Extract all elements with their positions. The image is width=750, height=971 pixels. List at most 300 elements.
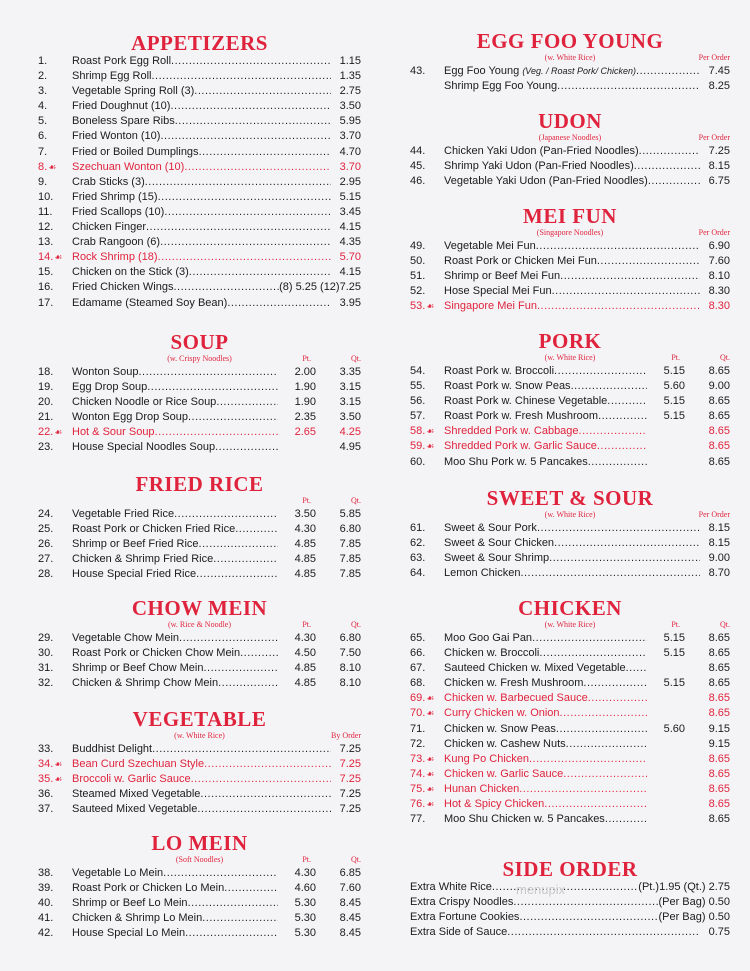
quart-header: Qt. [720,620,730,629]
menu-item [38,896,361,911]
item-name [72,787,200,802]
leader-dots [196,567,278,582]
item-name-text: Curry Chicken w. Onion [444,707,560,720]
section-subheader [410,227,730,239]
item-name [72,395,216,410]
pint-price: 5.15 [663,632,685,644]
pint-price: 1.90 [294,381,316,394]
leader-dots [639,144,700,159]
item-number-text: 9. [38,175,48,188]
item-price: 7.25 [339,803,361,816]
menu-item [410,706,730,721]
item-number [38,280,72,295]
item-number [410,812,444,827]
menu-item [38,507,361,522]
item-number [410,646,444,661]
item-number-text: 35. [38,773,54,786]
item-name-text: Chicken Finger [72,221,146,234]
menu-item [38,99,361,114]
item-name-text: Buddhist Delight [72,743,153,755]
item-name [444,299,537,314]
menu-item [38,881,361,896]
pint-header: Pt. [671,620,680,629]
item-name-text: Wonton Egg Drop Soup [72,411,188,424]
pint-price: 5.15 [663,647,685,660]
quart-price: 8.65 [708,440,730,453]
pint-price: 4.85 [294,662,316,675]
item-price: 8.25 [708,80,730,93]
item-number [38,410,72,425]
menu-item [38,205,361,220]
item-number-text: 13. [38,236,54,249]
leader-dots [556,722,647,737]
item-name [444,521,537,536]
leader-dots [227,296,331,311]
section-subheader [38,730,361,742]
item-number [38,235,72,250]
item-name [444,284,552,299]
item-name [72,114,175,129]
item-number-text: 20. [38,396,54,409]
item-name-text: Chicken on the Stick (3) [72,266,189,279]
section-subheader [38,854,361,866]
menu-item [38,440,361,455]
quart-price: 8.65 [708,662,730,675]
item-name [444,752,529,767]
menu-item [410,409,730,424]
pint-price: 5.30 [294,927,316,940]
item-name-text: Shrimp or Beef Chow Mein [72,662,204,675]
item-variant-note: (Veg. / Roast Pork/ Chicken) [522,66,637,76]
item-name [444,254,597,269]
leader-dots [519,782,647,797]
item-name [410,910,519,925]
item-price: 7.25 [339,743,361,755]
item-name-text: Roast Pork w. Chinese Vegetable [444,395,608,408]
hot-pepper-icon: ☙ [426,753,435,764]
section-note: (w. Rice & Noodle) [167,620,232,629]
item-number [410,767,444,782]
item-name-text: Sauteed Mixed Vegetable [72,803,198,816]
item-name [72,365,138,380]
item-name-text: Chicken w. Garlic Sauce [444,767,564,780]
section-note: (Soft Noodles) [175,855,224,864]
item-number-text: 52. [410,285,426,298]
section-note: (w. Crispy Noodles) [167,354,232,363]
menu-item [410,299,730,314]
item-name-text: Boneless Spare Ribs [72,115,175,128]
item-price: 8.15 [708,537,730,550]
item-number-text: 72. [410,737,426,750]
item-number-text: 34. [38,758,54,771]
menu-item [38,911,361,926]
hot-pepper-icon: ☙ [54,759,63,770]
item-number [38,757,72,772]
item-name [72,537,199,552]
item-number [410,379,444,394]
leader-dots [194,84,331,99]
item-number [38,567,72,582]
section-note: (w. White Rice) [544,510,596,519]
item-name [72,757,204,772]
leader-dots [607,394,647,409]
item-number-text: 70. [410,707,426,720]
leader-dots [189,265,331,280]
item-name [72,380,147,395]
item-number [410,566,444,581]
item-number-text: 55. [410,380,426,393]
menu-item [410,269,730,284]
item-number-text: 43. [410,65,426,77]
item-number-text: 46. [410,175,426,188]
item-number [38,926,72,941]
menu-item [410,521,730,536]
leader-dots [185,926,278,941]
item-number-text: 41. [38,912,54,925]
leader-dots [560,269,700,284]
quart-price: 4.95 [339,441,361,454]
pint-price: 4.85 [294,677,316,690]
item-number [38,522,72,537]
section-title: VEGETABLE [132,707,267,731]
item-name-text: Szechuan Wonton (10) [72,160,185,173]
item-name [72,84,194,99]
leader-dots [158,250,331,265]
item-name-text: Fried Doughnut (10) [72,100,171,113]
menu-item [38,190,361,205]
leader-dots [203,661,278,676]
leader-dots [529,752,647,767]
menu-item [38,537,361,552]
item-number [38,742,72,757]
section-title: APPETIZERS [131,31,268,55]
item-number [38,772,72,787]
item-number-text: 25. [38,523,54,536]
menu-item [38,160,361,175]
pint-price: 4.50 [294,647,316,660]
item-number [38,866,72,881]
item-number [38,205,72,220]
item-number [410,737,444,752]
pint-price: 5.15 [663,410,685,423]
item-number [38,250,72,265]
item-name [444,394,607,409]
leader-dots [204,757,331,772]
pint-price: 5.30 [294,897,316,910]
item-name-text: Crab Rangoon (6) [72,236,161,249]
item-name [444,239,536,254]
pint-price: 5.60 [663,380,685,393]
menu-item [410,812,730,827]
menu-item [38,69,361,84]
section-title: SOUP [170,330,229,354]
leader-dots [145,175,331,190]
leader-dots [202,911,278,926]
menu-item [410,925,730,940]
item-name [444,455,588,470]
item-name-text: Chicken w. Broccoli [444,647,540,660]
item-name [72,926,185,941]
quart-price: 8.65 [708,813,730,826]
leader-dots [173,280,279,295]
section-sweet-sour [410,487,730,581]
item-number [38,99,72,114]
quart-price: 3.50 [339,411,361,424]
item-list [38,866,361,941]
item-name-text: Moo Goo Gai Pan [444,632,533,644]
section-title: MEI FUN [523,204,617,228]
item-name-text: Sauteed Chicken w. Mixed Vegetable [444,662,626,675]
menu-item [410,144,730,159]
hot-pepper-icon: ☙ [426,708,435,719]
menu-item [38,84,361,99]
item-price: 7.25 [339,758,361,771]
section-subheader [410,132,730,144]
item-number-text: 22. [38,426,54,439]
item-number [38,380,72,395]
pint-price: 4.30 [294,523,316,536]
section-subheader [410,52,730,64]
quart-header: Qt. [351,496,361,505]
menu-item [38,235,361,250]
item-number-text: 3. [38,85,48,98]
item-list [410,631,730,827]
pint-header: Pt. [302,496,311,505]
section-vegetable [38,708,361,817]
item-name-text: Kung Po Chicken [444,752,529,765]
item-name [444,174,648,189]
item-name-text: Roast Pork Egg Roll [72,55,172,67]
item-name [444,144,639,159]
item-number [38,911,72,926]
item-number-text: 37. [38,803,54,816]
leader-dots [170,99,331,114]
item-name [72,631,179,646]
item-number [410,455,444,470]
menu-item [410,394,730,409]
item-name-text: Steamed Mixed Vegetable [72,788,201,801]
item-number-text: 51. [410,270,426,283]
leader-dots [163,866,278,881]
item-number [410,631,444,646]
item-number [38,661,72,676]
item-list [38,54,361,311]
quart-price: 8.65 [708,767,730,780]
quart-price: 7.60 [339,882,361,895]
leader-dots [216,395,278,410]
section-appetizers [38,32,361,311]
item-name [444,424,579,439]
item-name-text: Shrimp Egg Roll [72,70,152,83]
item-number [410,159,444,174]
leader-dots [155,425,278,440]
item-price: 8.15 [708,160,730,173]
menu-item [410,551,730,566]
menu-item [38,522,361,537]
item-number-text: 2. [38,70,48,83]
item-number-text: 27. [38,553,54,566]
leader-dots [544,797,647,812]
item-price: 5.70 [339,251,361,264]
section-note: (w. White Rice) [544,53,596,62]
menu-item [410,439,730,454]
order-header: Per Order [698,53,730,62]
item-name [72,507,174,522]
item-name-text: Vegetable Mei Fun [444,240,536,252]
item-name-text: Hose Special Mei Fun [444,285,552,298]
pint-price: 2.65 [294,426,316,439]
item-name [444,812,605,827]
item-number-text: 7. [38,145,48,158]
item-name-text: Extra White Rice [410,881,492,893]
menu-item [410,676,730,691]
menu-item [38,395,361,410]
item-price: 8.70 [708,567,730,580]
pint-header: Pt. [302,620,311,629]
leader-dots [520,566,700,581]
section-title: PORK [538,329,602,353]
item-number-text: 36. [38,788,54,801]
menu-item [38,380,361,395]
item-number [410,64,444,79]
item-name-text: Egg Drop Soup [72,381,148,394]
item-number [410,254,444,269]
section-title: CHICKEN [518,596,622,620]
item-name [72,280,173,295]
item-name [444,722,556,737]
hot-pepper-icon: ☙ [426,301,435,312]
menu-item [38,296,361,311]
item-number [38,896,72,911]
item-number [410,722,444,737]
pint-price: 4.30 [294,632,316,644]
item-number-text: 11. [38,205,53,218]
pint-header: Pt. [671,353,680,362]
item-name [444,737,566,752]
item-number-text: 31. [38,662,54,675]
item-price: 3.45 [339,205,361,218]
menu-item [38,802,361,817]
item-number [38,54,72,69]
pint-price: 1.90 [294,396,316,409]
item-number-text: 61. [410,522,426,534]
section-chow-mein [38,597,361,691]
item-price: 3.50 [339,100,361,113]
leader-dots [554,364,647,379]
menu-item [410,737,730,752]
leader-dots [138,365,278,380]
item-price: 6.90 [708,240,730,252]
hot-pepper-icon: ☙ [54,252,63,263]
leader-dots [160,129,331,144]
item-name [72,802,197,817]
item-name [72,522,235,537]
item-price: 7.25 [708,145,730,157]
menu-item [410,174,730,189]
item-name-text: Shrimp or Beef Mei Fun [444,270,561,283]
section-mei-fun [410,205,730,314]
menu-item [38,365,361,380]
menu-item [410,254,730,269]
quart-price: 7.85 [339,553,361,566]
leader-dots [566,737,647,752]
item-list [38,631,361,691]
item-name-text: House Special Lo Mein [72,927,186,940]
quart-price: 8.65 [708,707,730,720]
hot-pepper-icon: ☙ [48,161,57,172]
pint-price: 4.85 [294,553,316,566]
item-name [72,205,164,220]
quart-price: 4.25 [339,426,361,439]
item-name [72,425,155,440]
hot-pepper-icon: ☙ [426,441,435,452]
item-list [410,521,730,581]
leader-dots [507,925,700,940]
quart-header: Qt. [351,354,361,363]
item-name-text: Chicken w. Fresh Mushroom [444,677,584,690]
leader-dots [539,646,647,661]
menu-item [38,661,361,676]
item-number [38,507,72,522]
item-name [444,64,636,79]
item-number [410,284,444,299]
leader-dots [174,507,278,522]
item-number-text: 77. [410,813,426,826]
hot-pepper-icon: ☙ [426,693,435,704]
item-name [444,706,560,721]
item-number [38,425,72,440]
quart-price: 6.85 [339,867,361,879]
quart-price: 3.15 [339,396,361,409]
menu-item [38,410,361,425]
quart-price: 8.45 [339,897,361,910]
item-name-text: Vegetable Chow Mein [72,632,180,644]
item-number-text: 10. [38,190,54,203]
leader-dots [583,676,647,691]
leader-dots [146,220,331,235]
leader-dots [588,691,647,706]
item-price: (Per Bag) 0.50 [658,896,730,909]
item-name [410,880,492,895]
item-name-text: House Special Noodles Soup [72,441,216,454]
menu-item [410,752,730,767]
quart-price: 7.50 [339,647,361,660]
menu-item [38,425,361,440]
menu-item [410,691,730,706]
item-number-text: 1. [38,55,48,67]
item-number-text: 68. [410,677,426,690]
menu-item [38,787,361,802]
menu-item [410,797,730,812]
item-name [444,782,519,797]
menu-item [38,250,361,265]
item-number-text: 18. [38,366,54,378]
menu-item [410,364,730,379]
section-subheader [410,509,730,521]
item-name-text: Chicken w. Cashew Nuts [444,737,566,750]
item-name [444,676,583,691]
menu-item [38,114,361,129]
leader-dots [199,537,278,552]
item-name-text: Vegetable Lo Mein [72,867,164,879]
item-number [410,424,444,439]
pint-price: 3.50 [294,508,316,520]
item-list [410,880,730,940]
section-side-order [410,858,730,940]
leader-dots [598,409,647,424]
item-name-text: Roast Pork or Chicken Mei Fun [444,255,597,268]
item-number-text: 24. [38,508,54,520]
